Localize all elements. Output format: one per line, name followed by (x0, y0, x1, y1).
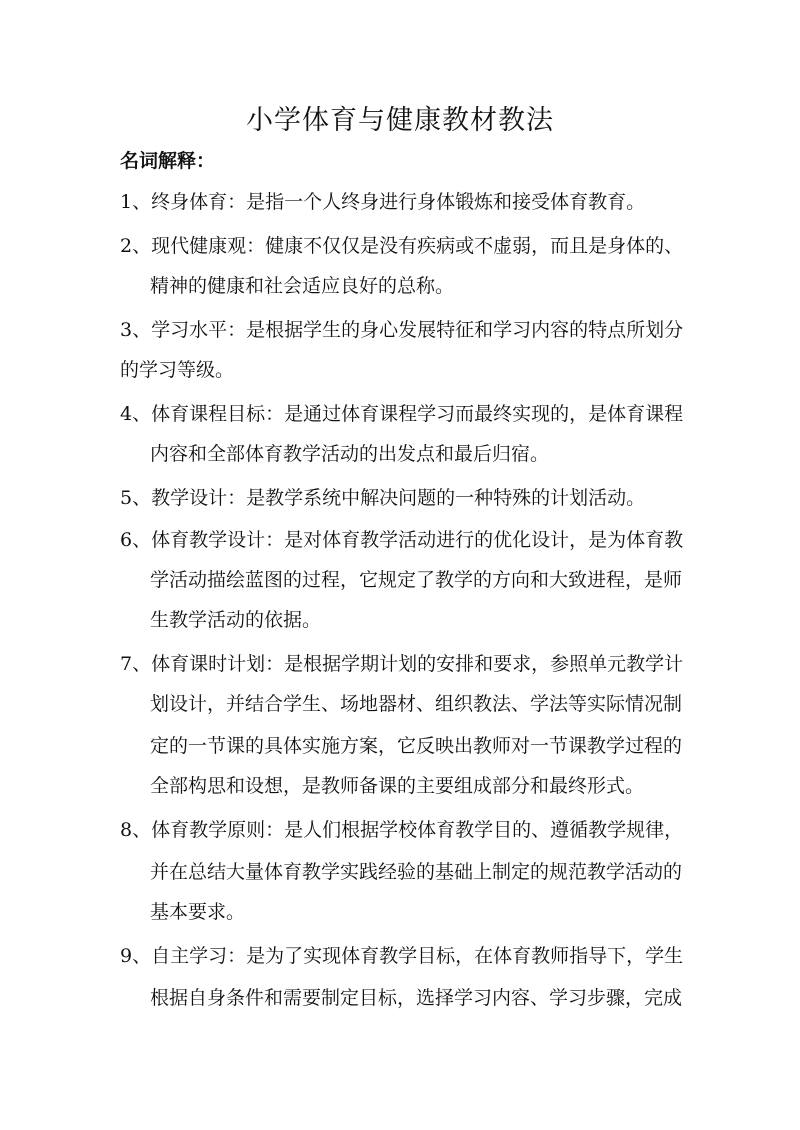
definition-line: 4、体育课程目标：是通过体育课程学习而最终实现的，是体育课程 (120, 403, 684, 425)
definition-line: 并在总结大量体育教学实践经验的基础上制定的规范教学活动的 (150, 861, 683, 883)
definition-line: 划设计，并结合学生、场地器材、组织教法、学法等实际情况制 (150, 693, 683, 715)
definition-line: 8、体育教学原则：是人们根据学校体育教学目的、遵循教学规律， (120, 819, 684, 841)
definition-line: 全部构思和设想，是教师备课的主要组成部分和最终形式。 (150, 775, 645, 797)
definition-line: 2、现代健康观：健康不仅仅是没有疾病或不虚弱，而且是身体的、 (120, 235, 684, 257)
document-title: 小学体育与健康教材教法 (246, 105, 554, 136)
definition-line: 的学习等级。 (120, 359, 235, 381)
definition-line: 学活动描绘蓝图的过程，它规定了教学的方向和大致进程，是师 (150, 569, 683, 591)
definition-line: 定的一节课的具体实施方案，它反映出教师对一节课教学过程的 (150, 735, 683, 757)
definition-line: 基本要求。 (150, 901, 246, 923)
definition-line: 生教学活动的依据。 (150, 609, 322, 631)
definition-line: 5、教学设计：是教学系统中解决问题的一种特殊的计划活动。 (120, 487, 646, 509)
definition-line: 精神的健康和社会适应良好的总称。 (150, 275, 455, 297)
definition-line: 9、自主学习：是为了实现体育教学目标，在体育教师指导下，学生 (120, 945, 684, 967)
definition-line: 3、学习水平：是根据学生的身心发展特征和学习内容的特点所划分 (120, 319, 684, 341)
definition-line: 7、体育课时计划：是根据学期计划的安排和要求，参照单元教学计 (120, 653, 684, 675)
definition-line: 内容和全部体育教学活动的出发点和最后归宿。 (150, 443, 550, 465)
definition-line: 6、体育教学设计：是对体育教学活动进行的优化设计，是为体育教 (120, 529, 684, 551)
definition-line: 根据自身条件和需要制定目标，选择学习内容、学习步骤，完成 (150, 987, 683, 1009)
section-heading: 名词解释： (120, 150, 216, 172)
definition-line: 1、终身体育：是指一个人终身进行身体锻炼和接受体育教育。 (120, 191, 646, 213)
